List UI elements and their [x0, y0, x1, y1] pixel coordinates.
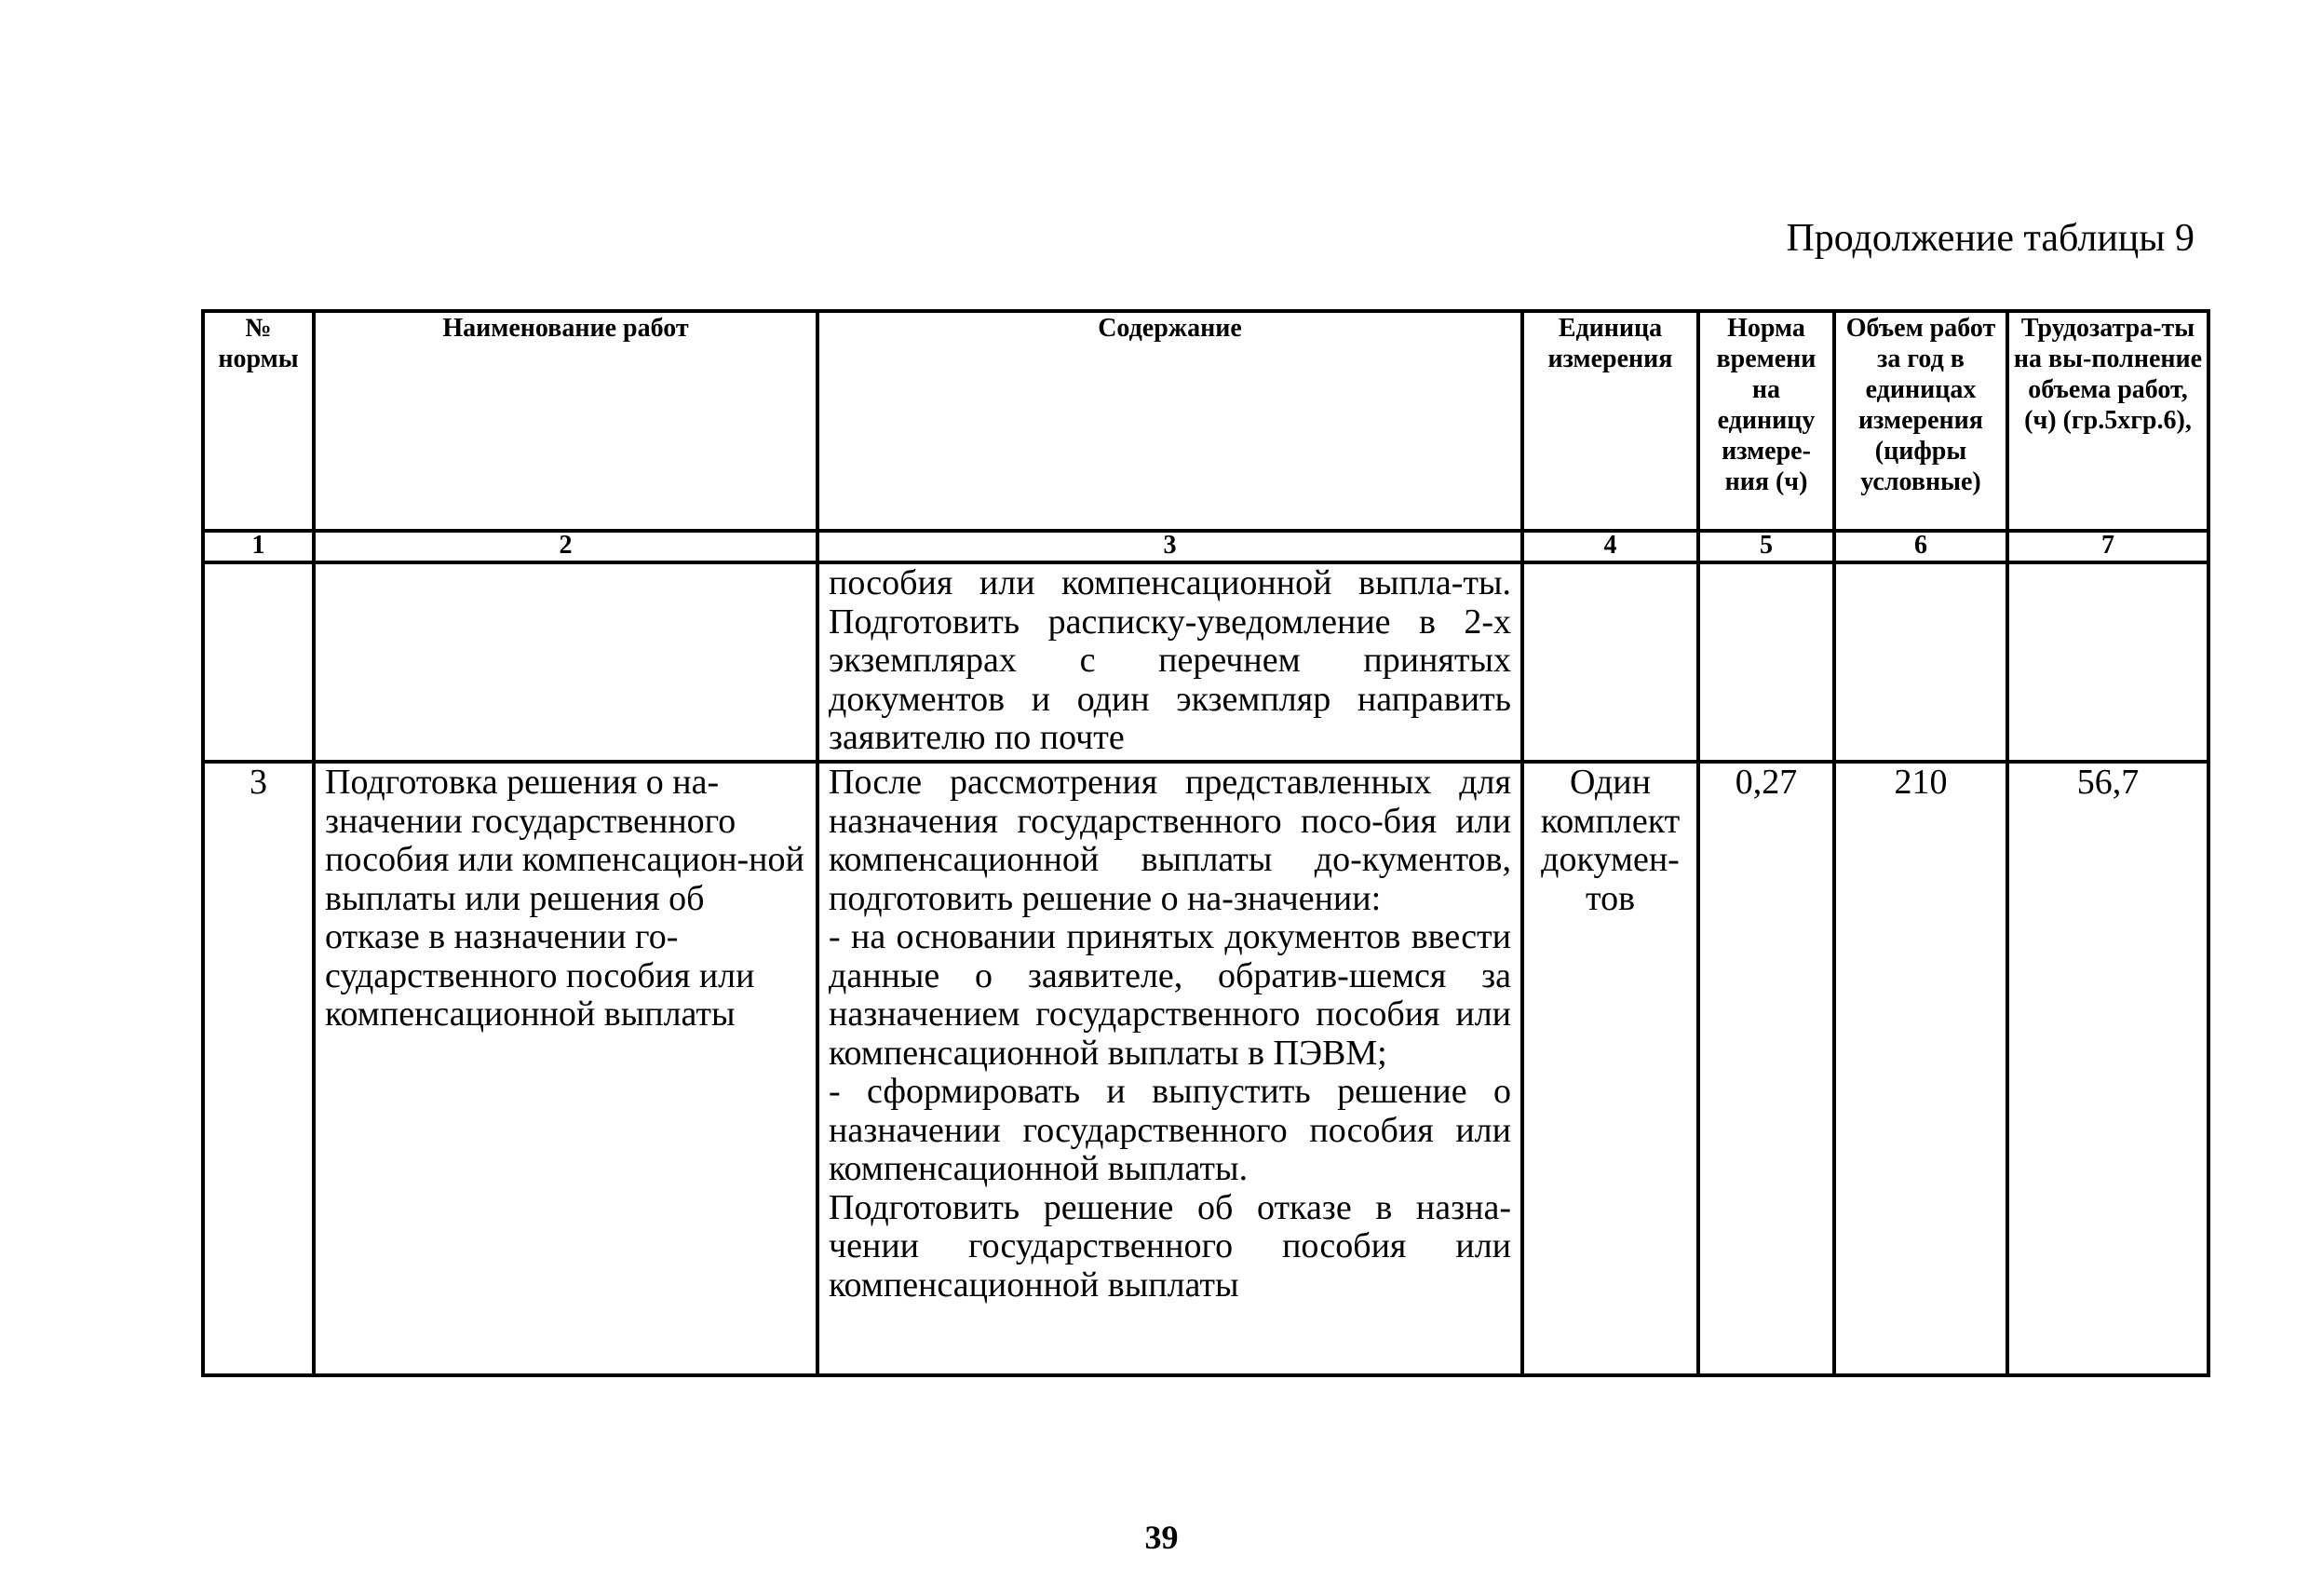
norms-table — [201, 309, 2210, 1377]
unit-cell: Один комплект докумен-тов — [1522, 762, 1698, 1375]
header-row — [203, 311, 2208, 531]
column-number: 3 — [817, 531, 1522, 562]
content-cell — [817, 762, 1522, 1375]
content-paragraph: После рассмотрения представленных для назначения государственного посо-бия или компенсационной выплаты до-кументов, подготовить решение о на-значении: — [829, 763, 1511, 918]
labor-cell — [2007, 562, 2208, 762]
volume-cell — [1834, 562, 2007, 762]
header-norm-number: № нормы — [203, 311, 314, 531]
table-row — [203, 762, 2208, 1375]
column-number: 5 — [1698, 531, 1834, 562]
column-number: 2 — [314, 531, 817, 562]
labor-cell: 56,7 — [2007, 762, 2208, 1375]
column-number: 6 — [1834, 531, 2007, 562]
content-paragraph: - на основании принятых документов ввести данные о заявителе, обратив-шемся за назначением государственного пособия или компенсационной выплаты в ПЭВМ; — [829, 917, 1511, 1073]
content-paragraph: Подготовить решение об отказе в назна-чении государственного пособия или компенсационной выплаты — [829, 1187, 1511, 1305]
norm-number-cell: 3 — [203, 762, 314, 1375]
header-time-norm: Норма времени на единицу измере-ния (ч) — [1698, 311, 1834, 531]
column-number: 1 — [203, 531, 314, 562]
page-number: 39 — [1144, 1519, 1179, 1556]
content-paragraph: - сформировать и выпустить решение о назначении государственного пособия или компенсационной выплаты. — [829, 1072, 1511, 1188]
column-number: 7 — [2007, 531, 2208, 562]
norm-number-cell — [203, 562, 314, 762]
header-work-name: Наименование работ — [314, 311, 817, 531]
norm-cell: 0,27 — [1698, 762, 1834, 1375]
content-paragraph: пособия или компенсационной выпла-ты. Подготовить расписку-уведомление в 2-х экземплярах с перечнем принятых документов и один экземпляр направить заявителю по почте — [829, 563, 1511, 757]
content-cell — [817, 562, 1522, 762]
header-labor: Трудозатра-ты на вы-полнение объема работ, (ч) (гр.5хгр.6), — [2007, 311, 2208, 531]
header-unit: Единица измерения — [1522, 311, 1698, 531]
volume-cell: 210 — [1834, 762, 2007, 1375]
table-caption: Продолжение таблицы 9 — [1786, 217, 2195, 260]
work-name-cell: Подготовка решения о на-значении государственного пособия или компенсацион-ной выплаты или решения об отказе в назначении го-сударственного пособия или компенсационной выплаты — [314, 762, 817, 1375]
norm-cell — [1698, 562, 1834, 762]
column-number-row — [203, 531, 2208, 562]
column-number: 4 — [1522, 531, 1698, 562]
header-work-volume: Объем работ за год в единицах измерения (цифры условные) — [1834, 311, 2007, 531]
unit-cell — [1522, 562, 1698, 762]
table-row — [203, 562, 2208, 762]
header-content: Содержание — [817, 311, 1522, 531]
work-name-cell — [314, 562, 817, 762]
